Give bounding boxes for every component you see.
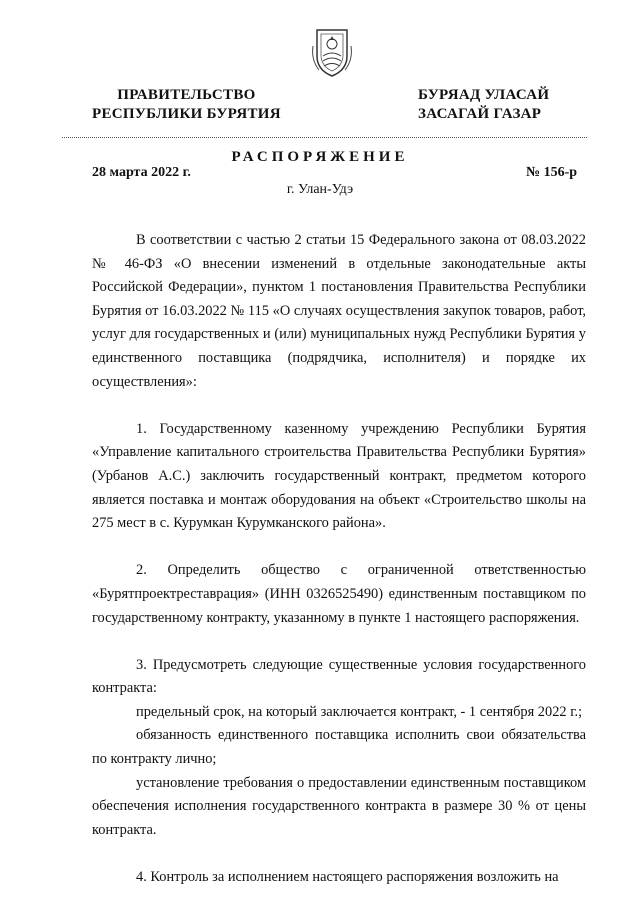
government-name-ru xyxy=(92,86,281,124)
document-date: 28 марта 2022 г. xyxy=(92,165,191,180)
item-3-paragraph: 3. Предусмотреть следующие существенные условия государственного контракта: xyxy=(92,656,586,697)
item-3b-paragraph: обязанность единственного поставщика исполнить свои обязательства по контракту лично; xyxy=(92,727,586,768)
government-name-ru-line1: ПРАВИТЕЛЬСТВО xyxy=(117,87,256,103)
document-number: № 156-р xyxy=(526,165,578,180)
government-name-ru-line2: РЕСПУБЛИКИ БУРЯТИЯ xyxy=(92,106,281,122)
government-name-bua xyxy=(418,86,549,124)
coat-of-arms-icon xyxy=(309,26,355,78)
government-name-bua-line1: БУРЯАД УЛАСАЙ xyxy=(418,87,550,103)
item-3a-paragraph: предельный срок, на который заключается контракт, - 1 сентября 2022 г.; xyxy=(136,703,583,720)
document-title: РАСПОРЯЖЕНИЕ xyxy=(231,149,409,165)
document-city: г. Улан-Удэ xyxy=(286,182,354,197)
document-body xyxy=(92,229,586,890)
item-3c-paragraph: установление требования о предоставлении единственным поставщиком обеспечения исполнения государственного контракта в размере 30 % от цены контракта. xyxy=(92,774,586,838)
item-4-paragraph: 4. Контроль за исполнением настоящего распоряжения возложить на xyxy=(136,869,559,886)
header-separator xyxy=(62,137,587,138)
item-2-paragraph: 2. Определить общество с ограниченной ответственностью «Бурятпроектреставрация» (ИНН 0326525490) единственным поставщиком по государственному контракту, указанному в пункте 1 настоящего распоряжения. xyxy=(92,562,586,626)
preamble-paragraph: В соответствии с частью 2 статьи 15 Федерального закона от 08.03.2022 № 46-ФЗ «О внесении изменений в отдельные законодательные акты Российской Федерации», пунктом 1 постановления Правительства Республики Бурятия от 16.03.2022 № 115 «О случаях осуществления закупок товаров, работ, услуг для государственных и (или) муниципальных нужд Республики Бурятия у единственного поставщика (подрядчика, исполнителя) и порядке их осуществления»: xyxy=(92,232,586,390)
government-name-bua-line2: ЗАСАГАЙ ГАЗАР xyxy=(418,106,542,122)
item-1-paragraph: 1. Государственному казенному учреждению Республики Бурятия «Управление капитального строительства Правительства Республики Бурятия» (Урбанов А.С.) заключить государственный контракт, предметом которого является поставка и монтаж оборудования на объект «Строительство школы на 275 мест в с. Курумкан Курумканского района». xyxy=(92,420,586,532)
